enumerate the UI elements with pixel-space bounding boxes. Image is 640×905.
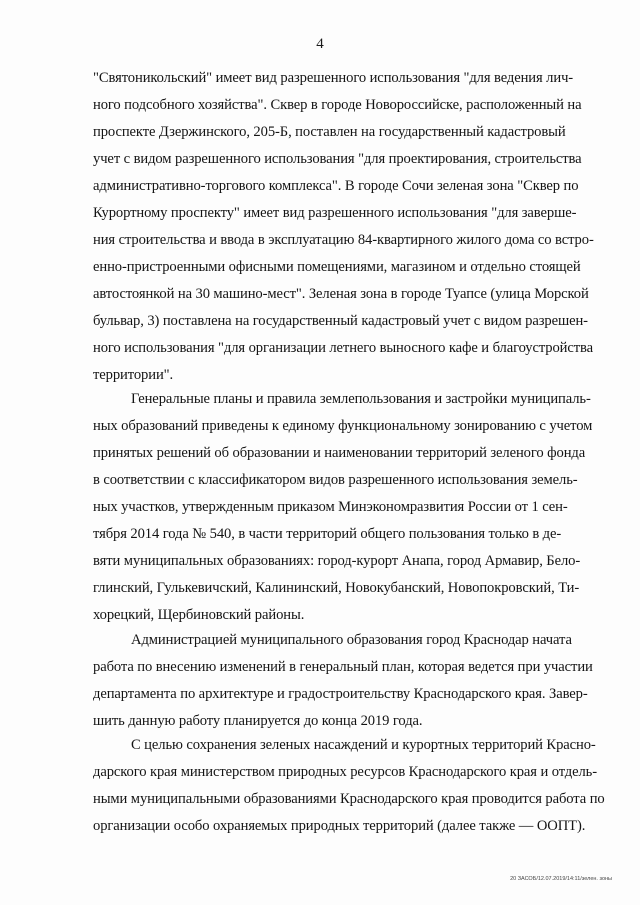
text-line: административно-торгового комплекса". В городе Сочи зеленая зона "Сквер по	[93, 178, 579, 194]
text-line: вяти муниципальных образованиях: город-курорт Анапа, город Армавир, Бело-	[93, 553, 581, 569]
page-number: 4	[316, 36, 324, 52]
text-line: территории".	[93, 367, 174, 383]
text-line: бульвар, 3) поставлена на государственный кадастровый учет с видом разрешен-	[93, 313, 588, 329]
text-line: Курортному проспекту" имеет вид разрешенного использования "для заверше-	[93, 205, 577, 221]
text-line: ного подсобного хозяйства". Сквер в городе Новороссийске, расположенный на	[93, 97, 582, 113]
text-line: ного использования "для организации летнего выносного кафе и благоустройства	[93, 340, 594, 356]
text-line: Генеральные планы и правила землепользования и застройки муниципаль-	[131, 391, 591, 407]
text-line: департамента по архитектуре и градостроительству Краснодарского края. Завер-	[93, 686, 588, 702]
text-line: тября 2014 года № 540, в части территорий общего пользования только в де-	[93, 526, 562, 542]
text-line: С целью сохранения зеленых насаждений и курортных территорий Красно-	[131, 737, 596, 753]
text-line: автостоянкой на 30 машино-мест". Зеленая зона в городе Туапсе (улица Морской	[93, 286, 589, 302]
text-line: хорецкий, Щербиновский районы.	[93, 607, 305, 623]
text-line: Администрацией муниципального образования город Краснодар начата	[131, 632, 572, 648]
text-line: ния строительства и ввода в эксплуатацию 84-квартирного жилого дома со встро-	[93, 232, 594, 248]
text-line: дарского края министерством природных ресурсов Краснодарского края и отдель-	[93, 764, 597, 780]
text-line: глинский, Гулькевичский, Калининский, Новокубанский, Новопокровский, Ти-	[93, 580, 580, 596]
text-line: учет с видом разрешенного использования "для проектирования, строительства	[93, 151, 582, 167]
text-line: ных образований приведены к единому функциональному зонированию с учетом	[93, 418, 593, 434]
text-line: енно-пристроенными офисными помещениями, магазином и отдельно стоящей	[93, 259, 581, 275]
text-line: "Святоникольский" имеет вид разрешенного использования "для ведения лич-	[93, 70, 574, 86]
text-line: шить данную работу планируется до конца 2019 года.	[93, 713, 423, 729]
document-footer-stamp: 20 ЗАСОБ/12.07.2019/14:11/зелен. зоны	[510, 876, 612, 882]
text-line: принятых решений об образовании и наименовании территорий зеленого фонда	[93, 445, 586, 461]
text-line: работа по внесению изменений в генеральный план, которая ведется при участии	[93, 659, 593, 675]
text-line: проспекте Дзержинского, 205-Б, поставлен на государственный кадастровый	[93, 124, 566, 140]
text-line: ными муниципальными образованиями Краснодарского края проводится работа по	[93, 791, 605, 807]
text-line: ных участков, утвержденным приказом Минэкономразвития России от 1 сен-	[93, 499, 568, 515]
text-line: в соответствии с классификатором видов разрешенного использования земель-	[93, 472, 578, 488]
text-line: организации особо охраняемых природных территорий (далее также — ООПТ).	[93, 818, 586, 834]
